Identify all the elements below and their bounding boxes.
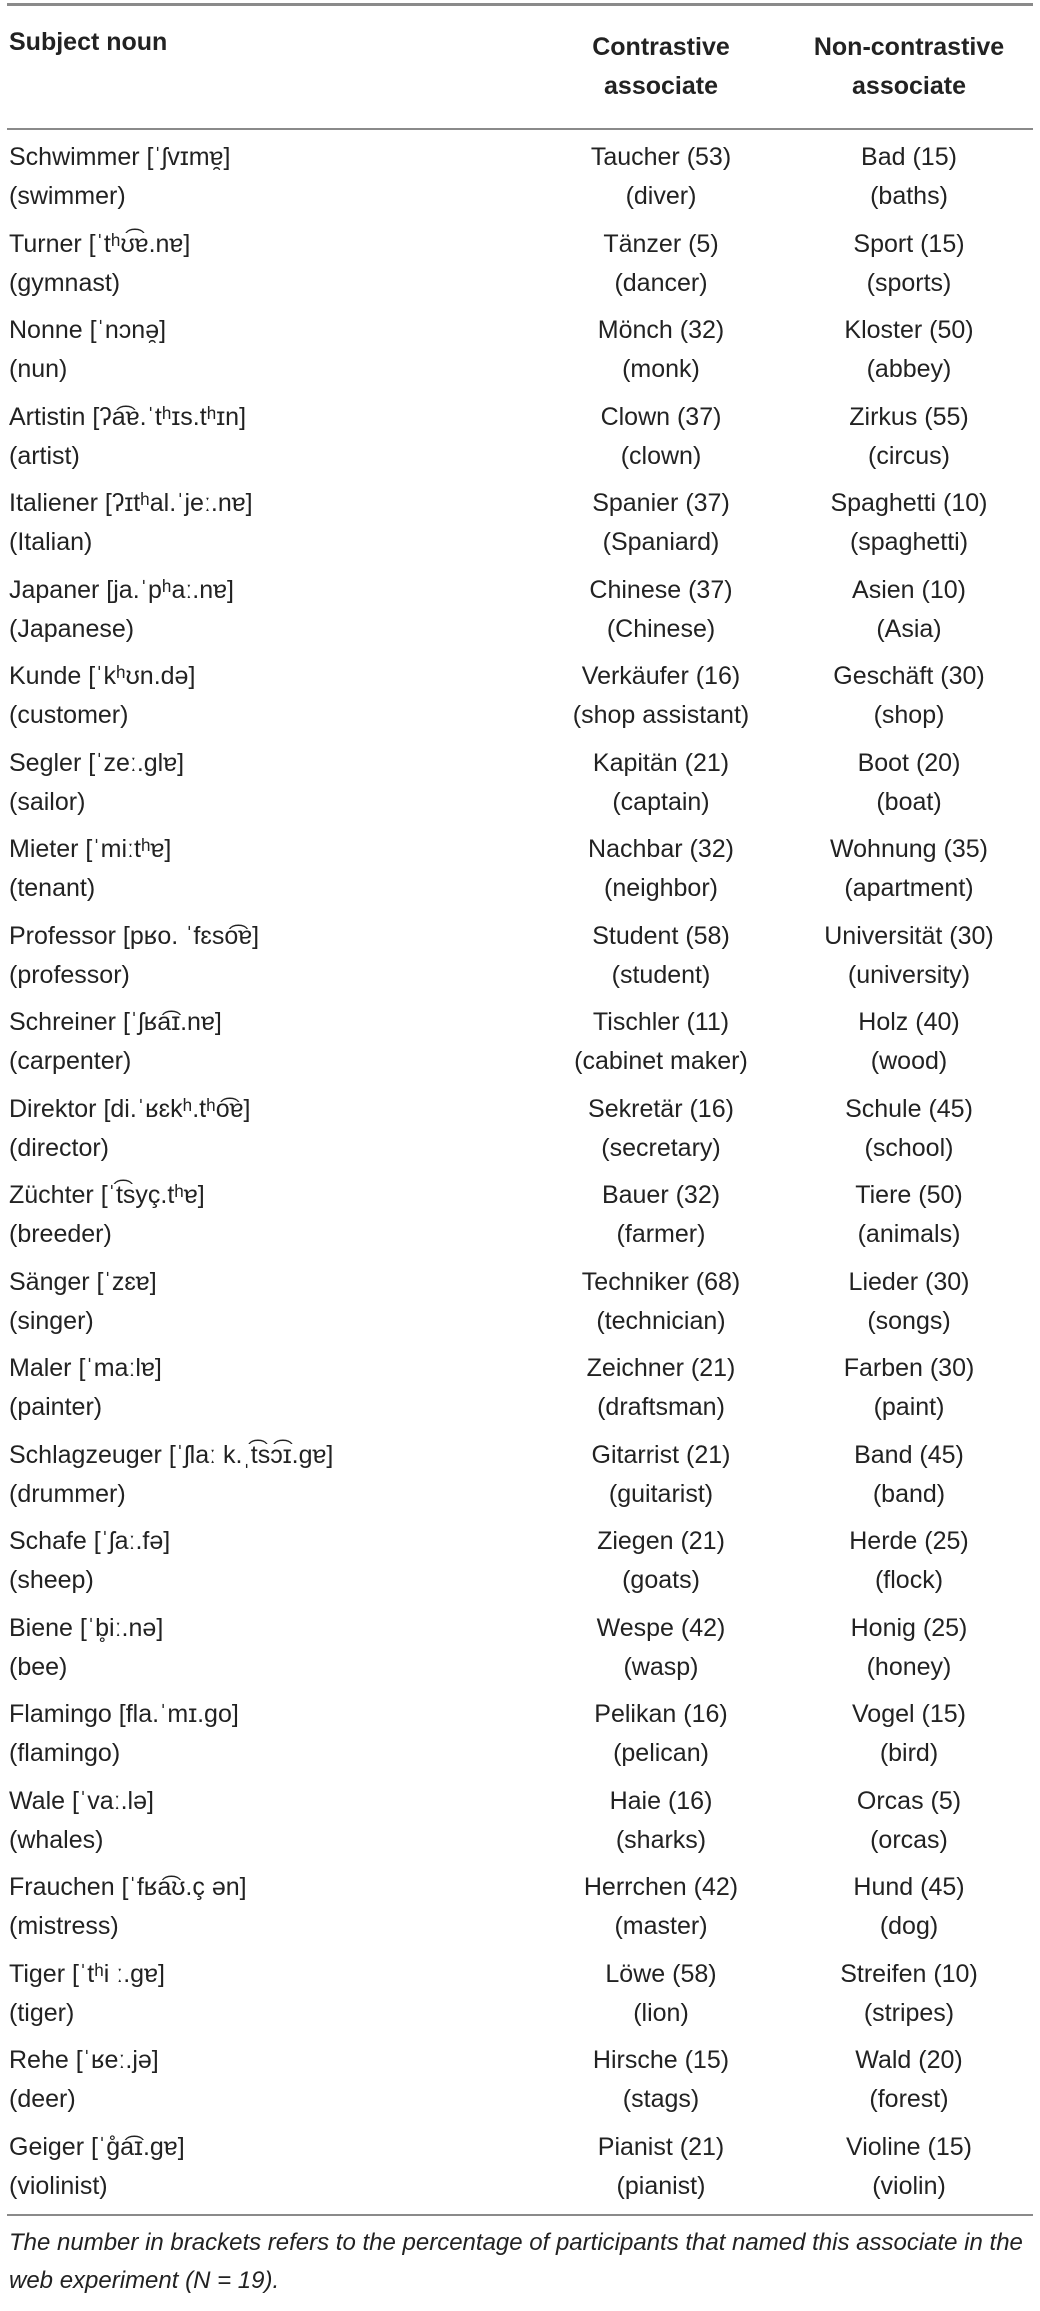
table-row	[7, 1349, 1033, 1436]
subject-noun: Mieter [ˈmiːtʰɐ]	[9, 835, 172, 863]
contrastive-associate-cell	[537, 225, 785, 312]
noncontrastive-associate-cell	[785, 2041, 1033, 2128]
table-header	[7, 6, 1033, 128]
subject-noun-cell	[7, 2128, 537, 2215]
table-row	[7, 1609, 1033, 1696]
noncontrastive-associate-gloss: (sports)	[866, 268, 952, 297]
subject-noun-gloss: (Japanese)	[9, 614, 135, 643]
contrastive-associate-cell	[537, 398, 785, 485]
contrastive-associate-cell	[537, 571, 785, 658]
subject-noun-gloss: (whales)	[9, 1825, 104, 1854]
header-noncontrastive	[785, 6, 1033, 128]
subject-noun: Kunde [ˈkʰʊn.də]	[9, 662, 196, 690]
noncontrastive-associate: Sport (15)	[853, 229, 965, 258]
noncontrastive-associate: Holz (40)	[858, 1008, 960, 1036]
noncontrastive-associate-gloss: (university)	[847, 960, 971, 989]
noncontrastive-associate-gloss: (songs)	[867, 1306, 951, 1335]
subject-noun: Maler [ˈmaːlɐ]	[9, 1354, 162, 1382]
contrastive-associate-cell	[537, 1522, 785, 1609]
subject-noun-cell	[7, 1003, 537, 1090]
contrastive-associate-gloss: (Spaniard)	[602, 528, 720, 556]
contrastive-associate-cell	[537, 1782, 785, 1869]
noncontrastive-associate-gloss: (band)	[872, 1479, 946, 1508]
header-contrastive	[537, 6, 785, 128]
noncontrastive-associate-cell	[785, 311, 1033, 398]
subject-noun-gloss: (flamingo)	[9, 1739, 121, 1767]
noncontrastive-associate-cell	[785, 1868, 1033, 1955]
subject-noun-gloss: (swimmer)	[9, 182, 126, 210]
subject-noun-cell	[7, 1522, 537, 1609]
subject-noun: Artistin [ʔa͡ɐ.ˈtʰɪs.tʰɪn]	[9, 402, 247, 431]
noncontrastive-associate: Bad (15)	[861, 143, 957, 171]
noncontrastive-associate-gloss: (dog)	[879, 1912, 939, 1940]
contrastive-associate-cell	[537, 1868, 785, 1955]
subject-noun: Wale [ˈvaː.lə]	[9, 1786, 154, 1815]
noncontrastive-associate-cell	[785, 571, 1033, 658]
subject-noun-cell	[7, 830, 537, 917]
subject-noun-cell	[7, 1436, 537, 1523]
table-row	[7, 1782, 1033, 1869]
table-body	[7, 130, 1033, 2214]
subject-noun: Japaner [ja.ˈpʰaː.nɐ]	[9, 575, 234, 604]
contrastive-associate-cell	[537, 1090, 785, 1177]
contrastive-associate-gloss: (farmer)	[616, 1220, 706, 1248]
table-row	[7, 1955, 1033, 2042]
subject-noun-cell	[7, 1955, 537, 2042]
contrastive-associate-gloss: (student)	[611, 960, 711, 989]
contrastive-associate-cell	[537, 484, 785, 571]
subject-noun-cell	[7, 225, 537, 312]
noncontrastive-associate: Spaghetti (10)	[830, 489, 988, 517]
noncontrastive-associate-gloss: (circus)	[868, 441, 950, 470]
contrastive-associate: Spanier (37)	[592, 489, 730, 517]
contrastive-associate-gloss: (cabinet maker)	[574, 1047, 748, 1075]
noncontrastive-associate: Tiere (50)	[855, 1181, 963, 1209]
noncontrastive-associate: Wald (20)	[855, 2046, 963, 2074]
noncontrastive-associate-cell	[785, 2128, 1033, 2215]
noncontrastive-associate-cell	[785, 1609, 1033, 1696]
noncontrastive-associate: Streifen (10)	[840, 1959, 978, 1988]
contrastive-associate-gloss: (monk)	[622, 355, 700, 383]
subject-noun-gloss: (violinist)	[9, 2171, 108, 2200]
contrastive-associate: Hirsche (15)	[592, 2046, 730, 2074]
noncontrastive-associate-cell	[785, 1782, 1033, 1869]
noncontrastive-associate-gloss: (violin)	[872, 2171, 946, 2200]
noncontrastive-associate: Hund (45)	[853, 1873, 965, 1901]
noncontrastive-associate-gloss: (school)	[864, 1133, 954, 1162]
subject-noun-cell	[7, 1349, 537, 1436]
contrastive-associate-cell	[537, 1695, 785, 1782]
contrastive-associate-gloss: (wasp)	[623, 1652, 699, 1681]
contrastive-associate-gloss: (stags)	[622, 2085, 700, 2113]
contrastive-associate: Pelikan (16)	[594, 1700, 728, 1728]
contrastive-associate-gloss: (captain)	[612, 787, 710, 816]
subject-noun-cell	[7, 657, 537, 744]
contrastive-associate-gloss: (dancer)	[614, 268, 708, 297]
noncontrastive-associate-cell	[785, 830, 1033, 917]
subject-noun-cell	[7, 1868, 537, 1955]
subject-noun-cell	[7, 744, 537, 831]
noncontrastive-associate-cell	[785, 225, 1033, 312]
contrastive-associate: Bauer (32)	[601, 1181, 721, 1209]
contrastive-associate-cell	[537, 311, 785, 398]
table-row	[7, 744, 1033, 831]
noncontrastive-associate-gloss: (baths)	[870, 182, 948, 210]
table-row	[7, 1695, 1033, 1782]
table-row	[7, 1090, 1033, 1177]
noncontrastive-associate: Farben (30)	[843, 1354, 975, 1382]
subject-noun: Sänger [ˈzɛɐ]	[9, 1267, 157, 1296]
noncontrastive-associate-cell	[785, 1090, 1033, 1177]
header-contrastive-line-2: associate	[604, 72, 718, 100]
contrastive-associate-cell	[537, 917, 785, 1004]
subject-noun-cell	[7, 1782, 537, 1869]
contrastive-associate: Ziegen (21)	[597, 1527, 725, 1555]
noncontrastive-associate-cell	[785, 1003, 1033, 1090]
contrastive-associate: Kapitän (21)	[592, 748, 730, 777]
table-row	[7, 311, 1033, 398]
contrastive-associate: Haie (16)	[609, 1786, 713, 1815]
subject-noun: Direktor [di.ˈʁɛkʰ.tʰo͡ɐ]	[9, 1094, 251, 1123]
subject-noun-cell	[7, 2041, 537, 2128]
contrastive-associate-cell	[537, 1263, 785, 1350]
contrastive-associate-cell	[537, 138, 785, 225]
subject-noun-gloss: (sheep)	[9, 1566, 94, 1594]
contrastive-associate-cell	[537, 1176, 785, 1263]
subject-noun: Rehe [ˈʁeː.jə]	[9, 2046, 159, 2074]
contrastive-associate: Gitarrist (21)	[591, 1440, 731, 1469]
noncontrastive-associate-gloss: (forest)	[869, 2085, 949, 2113]
contrastive-associate-cell	[537, 1436, 785, 1523]
table-row	[7, 398, 1033, 485]
noncontrastive-associate-cell	[785, 484, 1033, 571]
contrastive-associate-gloss: (draftsman)	[597, 1393, 725, 1421]
associates-table	[0, 3, 1033, 2300]
subject-noun: Frauchen [ˈfʁa͡ʊ.ç ən]	[9, 1873, 247, 1901]
contrastive-associate: Löwe (58)	[605, 1959, 717, 1988]
noncontrastive-associate-cell	[785, 744, 1033, 831]
noncontrastive-associate-cell	[785, 917, 1033, 1004]
subject-noun-gloss: (drummer)	[9, 1479, 126, 1508]
table-row	[7, 1263, 1033, 1350]
contrastive-associate-gloss: (guitarist)	[608, 1479, 714, 1508]
subject-noun-gloss: (artist)	[9, 441, 80, 470]
noncontrastive-associate-cell	[785, 1263, 1033, 1350]
subject-noun: Geiger [ˈg̊a͡ɪ.gɐ]	[9, 2132, 185, 2161]
contrastive-associate-cell	[537, 2128, 785, 2215]
noncontrastive-associate-gloss: (flock)	[874, 1566, 944, 1594]
subject-noun-gloss: (tenant)	[9, 874, 96, 902]
subject-noun-gloss: (nun)	[9, 355, 68, 383]
noncontrastive-associate: Vogel (15)	[852, 1700, 966, 1728]
noncontrastive-associate-gloss: (honey)	[866, 1652, 952, 1681]
subject-noun: Professor [pʁo. ˈfɛso͡ɐ]	[9, 921, 260, 950]
noncontrastive-associate: Geschäft (30)	[833, 662, 985, 690]
table-row	[7, 138, 1033, 225]
table-row	[7, 1176, 1033, 1263]
contrastive-associate: Student (58)	[592, 921, 730, 950]
noncontrastive-associate-cell	[785, 398, 1033, 485]
subject-noun-gloss: (customer)	[9, 701, 129, 729]
subject-noun-gloss: (professor)	[9, 960, 130, 989]
subject-noun: Nonne [ˈnɔnə̯]	[9, 316, 167, 344]
contrastive-associate: Tänzer (5)	[603, 229, 719, 258]
contrastive-associate-cell	[537, 1609, 785, 1696]
subject-noun: Züchter [ˈt͡syç.tʰɐ]	[9, 1181, 205, 1209]
noncontrastive-associate-gloss: (spaghetti)	[849, 528, 969, 556]
subject-noun: Schreiner [ˈʃʁa͡ɪ.nɐ]	[9, 1008, 222, 1036]
contrastive-associate-gloss: (Chinese)	[606, 614, 716, 643]
contrastive-associate-gloss: (secretary)	[601, 1133, 721, 1162]
contrastive-associate: Zeichner (21)	[586, 1354, 736, 1382]
contrastive-associate-cell	[537, 1955, 785, 2042]
contrastive-associate: Techniker (68)	[581, 1267, 741, 1296]
subject-noun: Schlagzeuger [ˈʃlaː k.ˌt͡sɔ͡ɪ.gɐ]	[9, 1440, 334, 1469]
table-row	[7, 917, 1033, 1004]
contrastive-associate: Pianist (21)	[597, 2132, 725, 2161]
subject-noun-cell	[7, 484, 537, 571]
noncontrastive-associate: Honig (25)	[850, 1613, 968, 1642]
noncontrastive-associate: Herde (25)	[849, 1527, 969, 1555]
contrastive-associate-gloss: (master)	[614, 1912, 708, 1940]
noncontrastive-associate-gloss: (orcas)	[870, 1825, 948, 1854]
noncontrastive-associate-gloss: (apartment)	[844, 874, 974, 902]
contrastive-associate-cell	[537, 2041, 785, 2128]
header-subject-noun: Subject noun	[9, 28, 168, 56]
contrastive-associate-gloss: (diver)	[625, 182, 697, 210]
contrastive-associate: Tischler (11)	[592, 1008, 730, 1036]
subject-noun-gloss: (sailor)	[9, 787, 86, 816]
noncontrastive-associate-gloss: (abbey)	[866, 355, 952, 383]
noncontrastive-associate-gloss: (bird)	[879, 1739, 939, 1767]
table-row	[7, 2041, 1033, 2128]
subject-noun-cell	[7, 1609, 537, 1696]
table-row	[7, 225, 1033, 312]
noncontrastive-associate: Violine (15)	[845, 2132, 972, 2161]
subject-noun-gloss: (tiger)	[9, 1998, 75, 2027]
noncontrastive-associate-cell	[785, 1176, 1033, 1263]
noncontrastive-associate-cell	[785, 138, 1033, 225]
subject-noun-cell	[7, 1090, 537, 1177]
subject-noun-gloss: (deer)	[9, 2085, 76, 2113]
contrastive-associate-gloss: (sharks)	[615, 1825, 707, 1854]
subject-noun-gloss: (bee)	[9, 1652, 68, 1681]
subject-noun-gloss: (gymnast)	[9, 268, 121, 297]
subject-noun-cell	[7, 311, 537, 398]
noncontrastive-associate-cell	[785, 1522, 1033, 1609]
noncontrastive-associate: Boot (20)	[857, 748, 961, 777]
noncontrastive-associate: Zirkus (55)	[849, 402, 969, 431]
table-row	[7, 657, 1033, 744]
contrastive-associate-cell	[537, 657, 785, 744]
table-row	[7, 1436, 1033, 1523]
contrastive-associate-gloss: (pelican)	[613, 1739, 709, 1767]
contrastive-associate: Clown (37)	[600, 402, 722, 431]
noncontrastive-associate-gloss: (boat)	[876, 787, 942, 816]
table-row	[7, 830, 1033, 917]
table-row	[7, 1868, 1033, 1955]
subject-noun: Italiener [ʔɪtʰal.ˈjeː.nɐ]	[9, 489, 253, 517]
contrastive-associate-gloss: (shop assistant)	[572, 701, 750, 729]
contrastive-associate: Nachbar (32)	[588, 835, 734, 863]
noncontrastive-associate: Asien (10)	[852, 575, 966, 604]
contrastive-associate: Herrchen (42)	[583, 1873, 739, 1901]
subject-noun: Tiger [ˈtʰi ː.gɐ]	[9, 1959, 165, 1988]
contrastive-associate-gloss: (clown)	[620, 441, 702, 470]
subject-noun: Segler [ˈzeː.glɐ]	[9, 748, 185, 777]
subject-noun: Flamingo [fla.ˈmɪ.go]	[9, 1700, 239, 1728]
subject-noun: Schwimmer [ˈʃvɪmɐ̯]	[9, 143, 231, 171]
contrastive-associate-gloss: (pianist)	[616, 2171, 706, 2200]
subject-noun-gloss: (singer)	[9, 1306, 94, 1335]
noncontrastive-associate-gloss: (Asia)	[876, 614, 942, 643]
subject-noun: Turner [ˈtʰʊ͡ɐ.nɐ]	[9, 229, 191, 258]
noncontrastive-associate-cell	[785, 1349, 1033, 1436]
subject-noun-cell	[7, 1263, 537, 1350]
subject-noun-cell	[7, 1695, 537, 1782]
noncontrastive-associate: Lieder (30)	[848, 1267, 970, 1296]
contrastive-associate: Taucher (53)	[590, 143, 732, 171]
noncontrastive-associate: Schule (45)	[845, 1094, 973, 1123]
subject-noun-gloss: (breeder)	[9, 1220, 112, 1248]
contrastive-associate: Chinese (37)	[589, 575, 733, 604]
noncontrastive-associate: Band (45)	[854, 1440, 964, 1469]
subject-noun-gloss: (carpenter)	[9, 1047, 132, 1075]
contrastive-associate: Wespe (42)	[596, 1613, 726, 1642]
contrastive-associate-cell	[537, 744, 785, 831]
contrastive-associate: Sekretär (16)	[588, 1094, 734, 1123]
contrastive-associate-gloss: (neighbor)	[604, 874, 718, 902]
table-row	[7, 2128, 1033, 2215]
header-contrastive-line-1: Contrastive	[592, 33, 730, 61]
noncontrastive-associate: Orcas (5)	[856, 1786, 962, 1815]
header-noncontrastive-line-1: Non-contrastive	[813, 33, 1005, 61]
subject-noun-cell	[7, 1176, 537, 1263]
contrastive-associate-cell	[537, 1003, 785, 1090]
subject-noun-cell	[7, 138, 537, 225]
noncontrastive-associate-cell	[785, 1695, 1033, 1782]
contrastive-associate: Verkäufer (16)	[581, 662, 741, 690]
subject-noun-gloss: (painter)	[9, 1393, 103, 1421]
subject-noun-gloss: (director)	[9, 1133, 110, 1162]
contrastive-associate: Mönch (32)	[597, 316, 725, 344]
noncontrastive-associate: Universität (30)	[824, 921, 994, 950]
noncontrastive-associate: Kloster (50)	[844, 316, 974, 344]
contrastive-associate-gloss: (technician)	[596, 1306, 726, 1335]
noncontrastive-associate-gloss: (shop)	[873, 701, 945, 729]
noncontrastive-associate: Wohnung (35)	[830, 835, 988, 863]
header-noncontrastive-line-2: associate	[852, 72, 966, 100]
noncontrastive-associate-cell	[785, 1955, 1033, 2042]
contrastive-associate-cell	[537, 830, 785, 917]
table-row	[7, 1003, 1033, 1090]
contrastive-associate-gloss: (goats)	[622, 1566, 700, 1594]
noncontrastive-associate-cell	[785, 657, 1033, 744]
table-row	[7, 571, 1033, 658]
subject-noun-cell	[7, 571, 537, 658]
contrastive-associate-gloss: (lion)	[633, 1998, 689, 2027]
subject-noun: Biene [ˈb̥iː.nə]	[9, 1613, 164, 1642]
subject-noun-gloss: (mistress)	[9, 1912, 119, 1940]
subject-noun-cell	[7, 398, 537, 485]
noncontrastive-associate-gloss: (paint)	[873, 1393, 945, 1421]
noncontrastive-associate-gloss: (stripes)	[863, 1998, 955, 2027]
table-row	[7, 484, 1033, 571]
table-footnote: The number in brackets refers to the percentage of participants that named this associate in the web experiment (N = 19).	[9, 2229, 1023, 2294]
noncontrastive-associate-gloss: (animals)	[857, 1220, 961, 1248]
table-row	[7, 1522, 1033, 1609]
subject-noun: Schafe [ˈʃaː.fə]	[9, 1527, 171, 1555]
subject-noun-gloss: (Italian)	[9, 528, 93, 556]
noncontrastive-associate-cell	[785, 1436, 1033, 1523]
subject-noun-cell	[7, 917, 537, 1004]
contrastive-associate-cell	[537, 1349, 785, 1436]
noncontrastive-associate-gloss: (wood)	[870, 1047, 948, 1075]
